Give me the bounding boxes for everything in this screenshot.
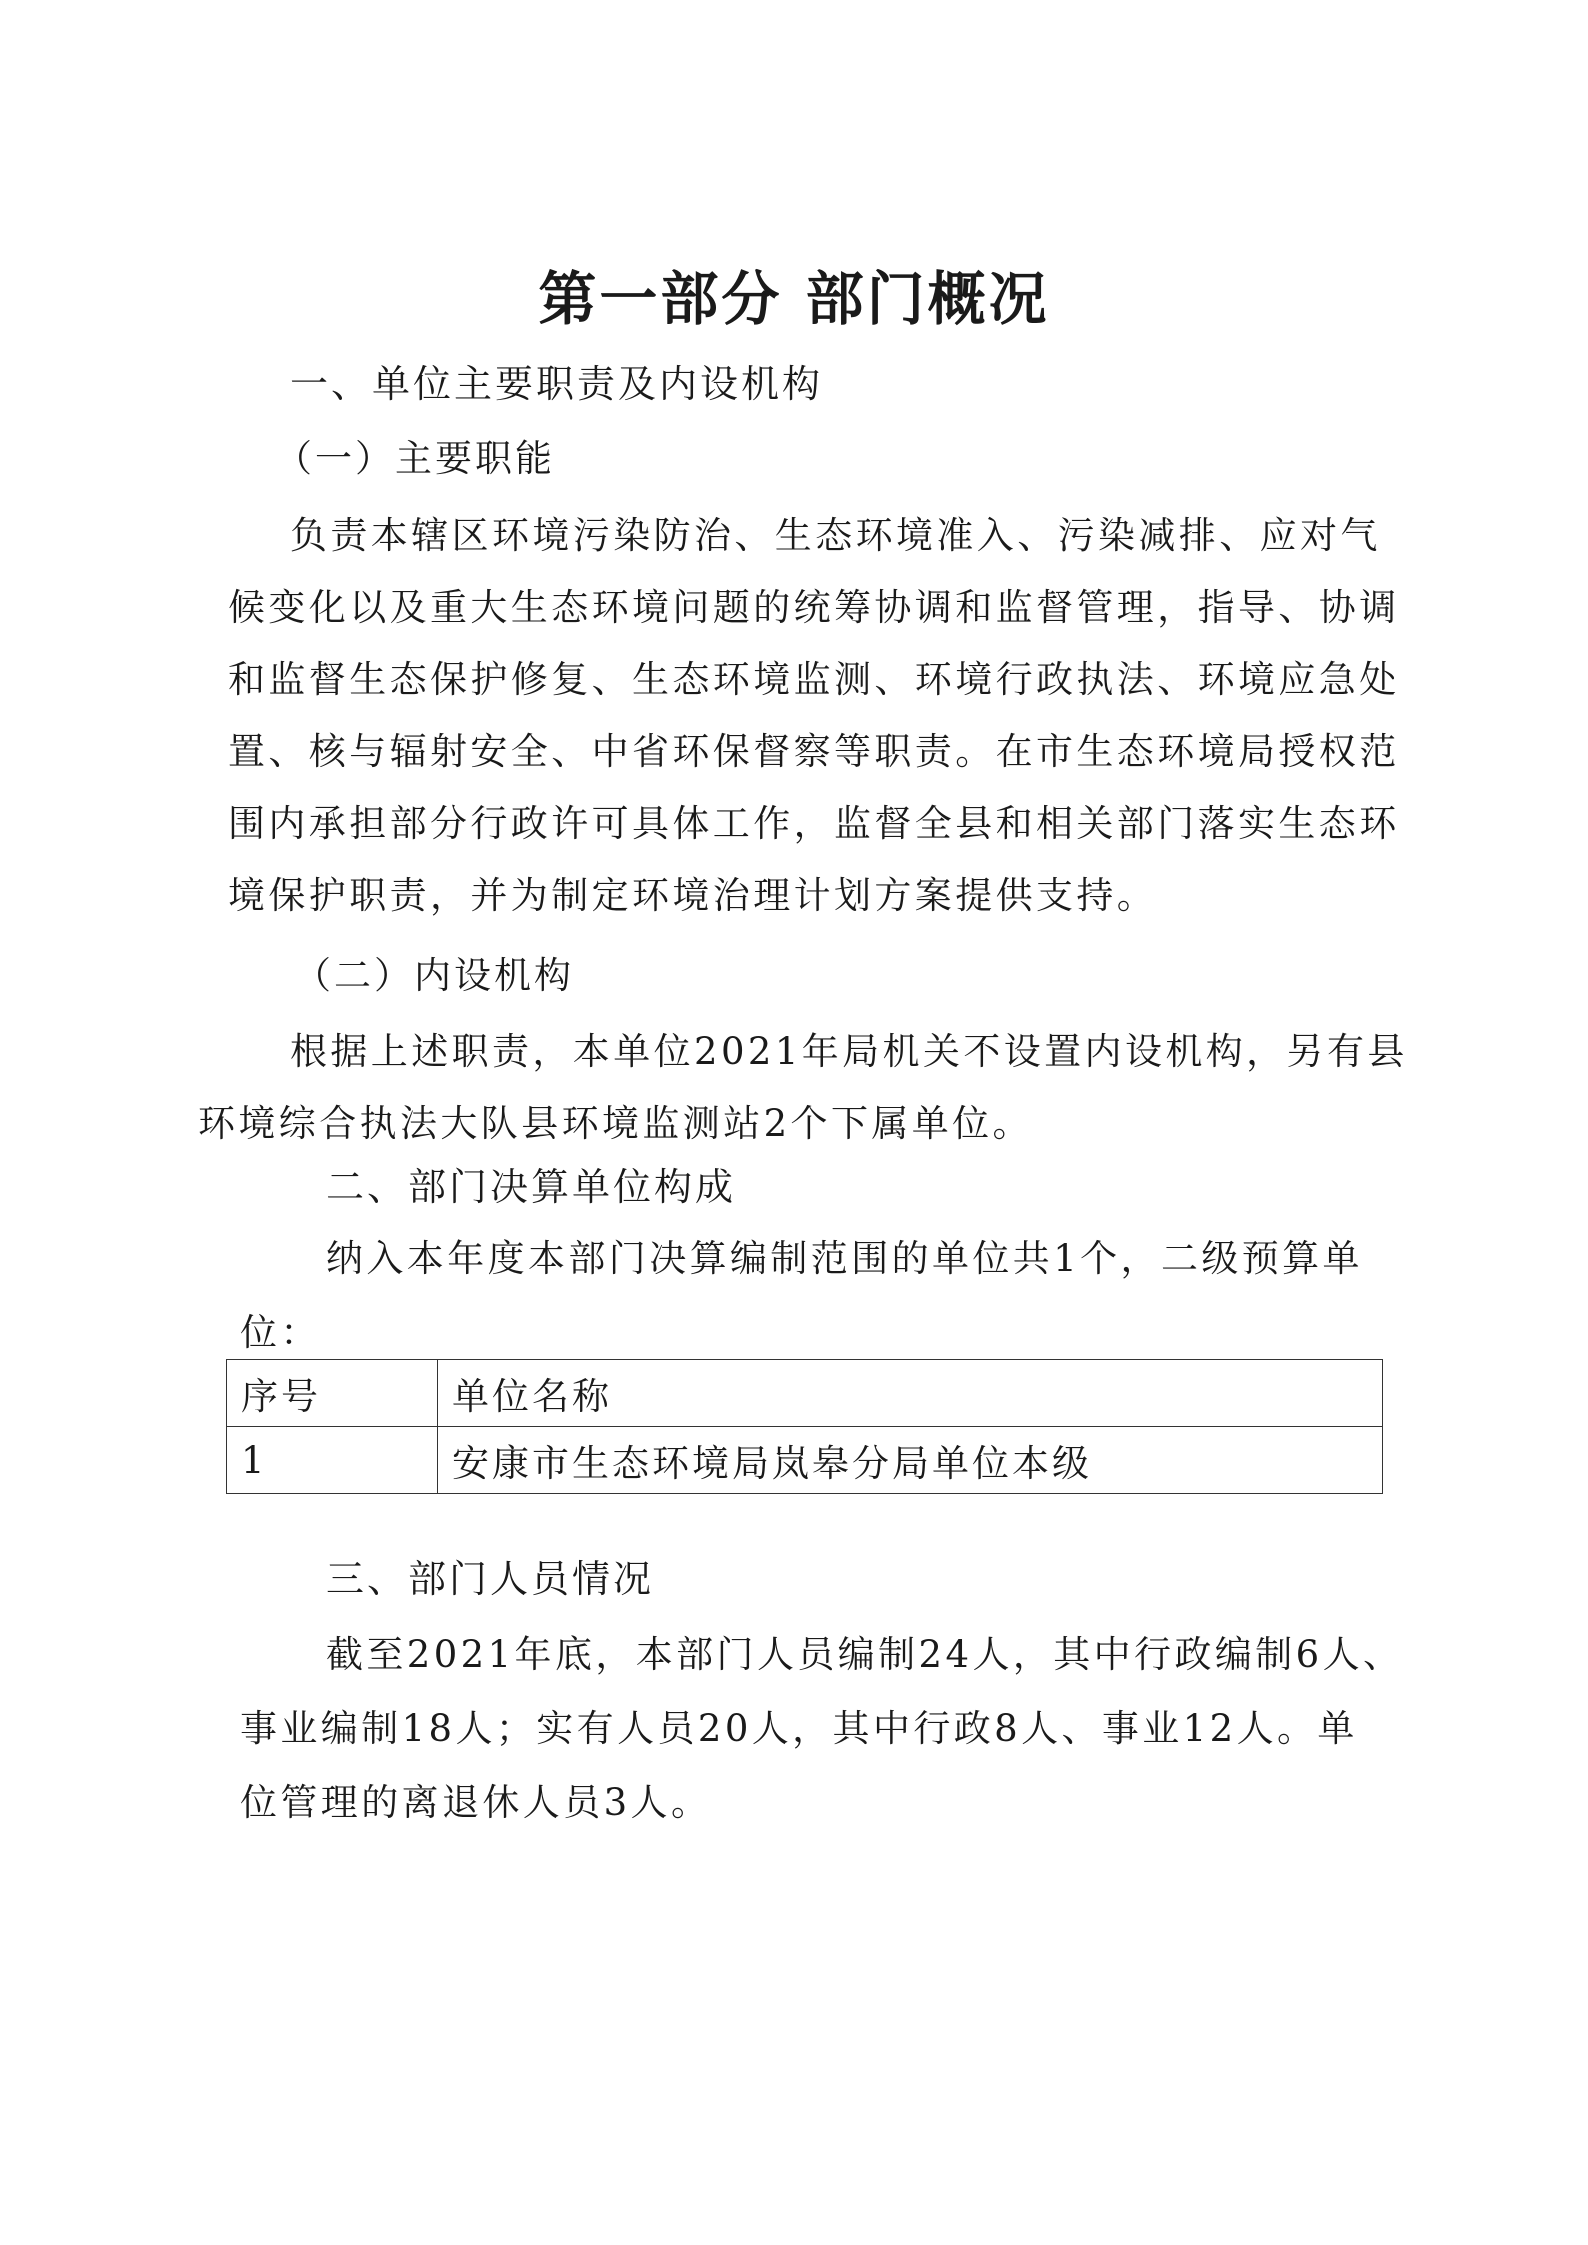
- section-1-heading: 一、单位主要职责及内设机构: [290, 362, 824, 406]
- paragraph-line: 负责本辖区环境污染防治、生态环境准入、污染减排、应对气: [290, 514, 1381, 557]
- paragraph-line: 位：: [240, 1311, 321, 1354]
- page-title: 第一部分 部门概况: [538, 265, 1050, 333]
- subsection-1-heading: （一）主要职能: [275, 437, 555, 480]
- paragraph-line: 纳入本年度本部门决算编制范围的单位共1个，二级预算单: [326, 1237, 1363, 1280]
- paragraph-line: 事业编制18人；实有人员20人，其中行政8人、事业12人。单: [240, 1707, 1358, 1750]
- table-header-cell: 单位名称: [438, 1360, 1383, 1427]
- paragraph-line: 和监督生态保护修复、生态环境监测、环境行政执法、环境应急处: [228, 658, 1400, 701]
- table-header-row: [227, 1360, 1383, 1427]
- unit-table: [226, 1359, 1383, 1494]
- section-3-heading: 三、部门人员情况: [326, 1557, 655, 1601]
- subsection-2-heading: （二）内设机构: [294, 954, 574, 997]
- paragraph-line: 围内承担部分行政许可具体工作，监督全县和相关部门落实生态环: [228, 802, 1400, 845]
- paragraph-line: 境保护职责，并为制定环境治理计划方案提供支持。: [228, 874, 1158, 917]
- paragraph-line: 截至2021年底，本部门人员编制24人，其中行政编制6人、: [326, 1633, 1404, 1676]
- table-header-cell: 序号: [227, 1360, 438, 1427]
- paragraph-line: 位管理的离退休人员3人。: [240, 1781, 712, 1824]
- table-cell: 1: [227, 1427, 438, 1494]
- paragraph-line: 置、核与辐射安全、中省环保督察等职责。在市生态环境局授权范: [228, 730, 1400, 773]
- table-cell: 安康市生态环境局岚皋分局单位本级: [438, 1427, 1383, 1494]
- paragraph-line: 环境综合执法大队县环境监测站2个下属单位。: [198, 1102, 1033, 1145]
- table-row: [227, 1427, 1383, 1494]
- paragraph-line: 根据上述职责，本单位2021年局机关不设置内设机构，另有县: [290, 1030, 1408, 1073]
- section-2-heading: 二、部门决算单位构成: [326, 1165, 737, 1209]
- paragraph-line: 候变化以及重大生态环境问题的统筹协调和监督管理，指导、协调: [228, 586, 1400, 629]
